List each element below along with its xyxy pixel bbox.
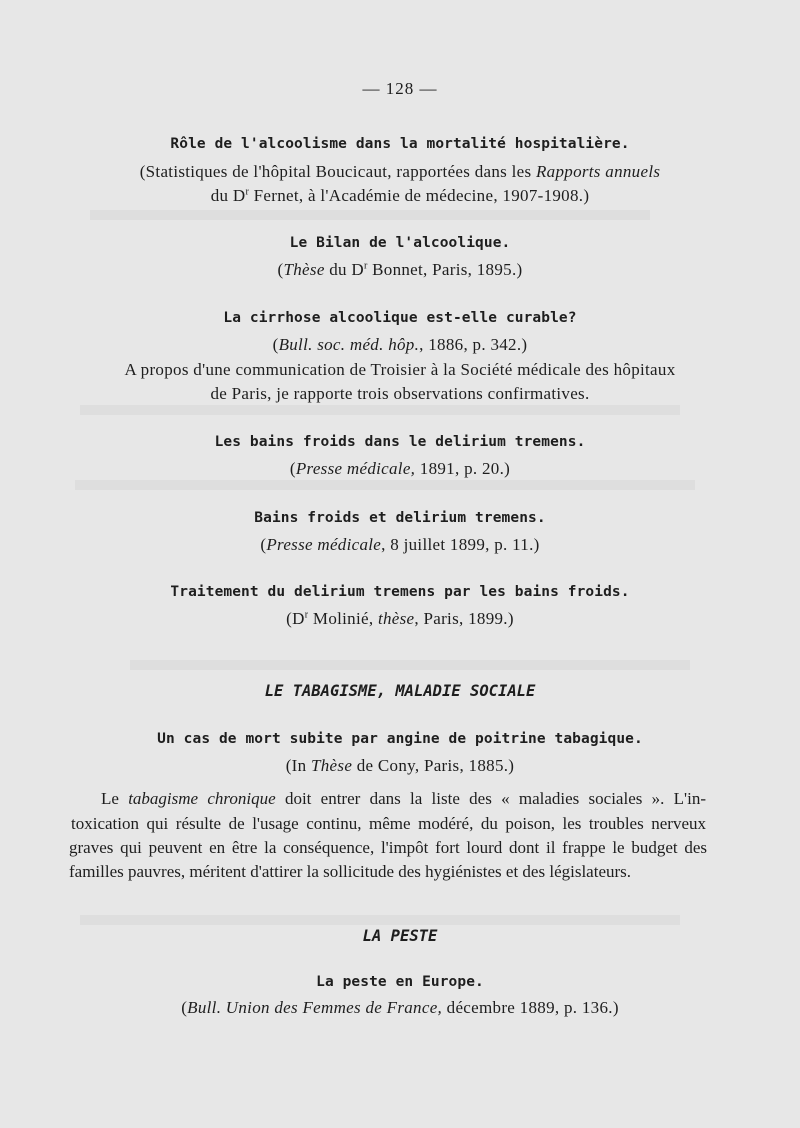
entry-heading: Le Bilan de l'alcoolique. <box>289 235 511 251</box>
entry-heading: Traitement du delirium tremens par les bains froids. <box>170 584 630 600</box>
entry-citation: (Statistiques de l'hôpital Boucicaut, rapportées dans les Rapports annuels <box>139 162 661 181</box>
entry-heading: La cirrhose alcoolique est-elle curable? <box>223 310 577 326</box>
body-paragraph-line: Le tabagisme chronique doit entrer dans la liste des « maladies sociales ». L'in- <box>101 789 706 808</box>
entry-note: A propos d'une communication de Troisier à la Société médicale des hôpitaux <box>124 360 676 379</box>
entry-citation: (Bull. soc. méd. hôp., 1886, p. 342.) <box>272 335 528 354</box>
body-paragraph-line: graves qui peuvent en être la conséquence, l'impôt fort lourd dont il frappe le budget des <box>69 838 707 857</box>
show-through-artifact <box>80 405 680 415</box>
entry-citation: (In Thèse de Cony, Paris, 1885.) <box>285 756 515 775</box>
entry-citation: (Bull. Union des Femmes de France, décembre 1889, p. 136.) <box>181 998 619 1017</box>
entry-citation: (Presse médicale, 1891, p. 20.) <box>289 459 511 478</box>
body-paragraph-line: familles pauvres, méritent d'attirer la sollicitude des hygiénistes et des législateurs. <box>69 862 632 881</box>
section-title-tabagisme: LE TABAGISME, MALADIE SOCIALE <box>264 682 536 700</box>
entry-heading: Rôle de l'alcoolisme dans la mortalité hospitalière. <box>170 136 630 152</box>
page-number: — 128 — <box>362 79 438 98</box>
entry-heading: Un cas de mort subite par angine de poitrine tabagique. <box>157 731 643 747</box>
entry-heading: La peste en Europe. <box>316 974 484 990</box>
entry-note: de Paris, je rapporte trois observations confirmatives. <box>210 384 590 403</box>
entry-heading: Les bains froids dans le delirium tremens. <box>214 434 586 450</box>
section-title-peste: LA PESTE <box>362 927 438 945</box>
show-through-artifact <box>80 915 680 925</box>
show-through-artifact <box>130 660 690 670</box>
show-through-artifact <box>75 480 695 490</box>
entry-citation: (Thèse du $D^r$ Bonnet, Paris, 1895.) <box>277 260 523 279</box>
body-paragraph-line: toxication qui résulte de l'usage continu, même modéré, du poison, les troubles nerveux <box>71 814 706 833</box>
entry-heading: Bains froids et delirium tremens. <box>254 510 546 526</box>
entry-citation: (Presse médicale, 8 juillet 1899, p. 11.) <box>260 535 540 554</box>
entry-citation: du $D^r$ Fernet, à l'Académie de médecine, 1907-1908.) <box>210 186 590 205</box>
entry-citation: ($D^r$ Molinié, thèse, Paris, 1899.) <box>286 609 514 628</box>
show-through-artifact <box>90 210 650 220</box>
